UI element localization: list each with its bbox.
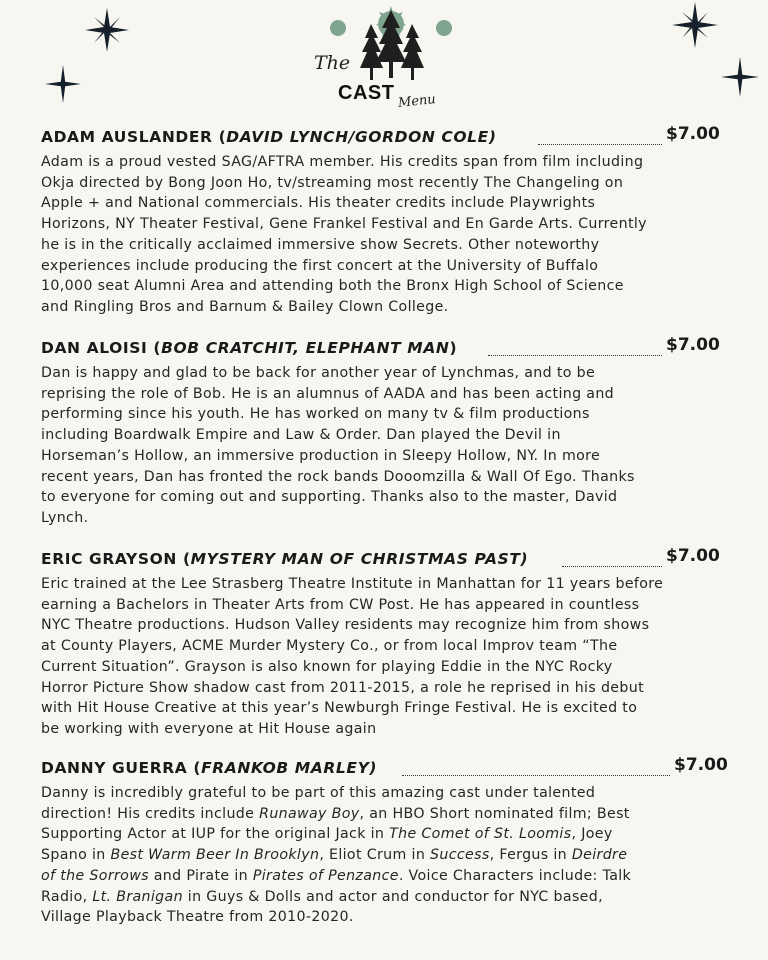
sparkle-star-icon [84, 7, 130, 53]
cast-bio: Dan is happy and glad to be back for another year of Lynchmas, and to be reprising the role of Bob. He is an alumnus of AADA and has been acting and performing since his youth. He has worked on many tv & film productions including Boardwalk Empire and Law & Order. Dan played the Devil in Horseman’s Hollow, an immersive production in Sleepy Hollow, NY. In more recent years, Dan has fronted the rock bands Dooomzilla & Wall Of Ego. Thanks to everyone for coming out and supporting. Thanks also to the master, David Lynch. [41, 365, 635, 526]
pine-trees-icon [300, 6, 460, 86]
logo-cast-word: CAST [338, 82, 395, 104]
cast-menu-logo [300, 6, 460, 124]
cast-entry [41, 546, 741, 740]
logo-the-script: The [314, 52, 351, 74]
character-role: FRANKOB MARLEY) [201, 759, 378, 777]
cast-entry [41, 335, 741, 529]
price-label: $7.00 [666, 124, 720, 144]
cast-member-name: DAN ALOISI (BOB CRATCHIT, ELEPHANT MAN) [41, 339, 458, 357]
cast-member-name: ERIC GRAYSON (MYSTERY MAN OF CHRISTMAS PAST) [41, 550, 529, 568]
sparkle-star-icon [44, 64, 82, 104]
cast-bio: Eric trained at the Lee Strasberg Theatre Institute in Manhattan for 11 years before earning a Bachelors in Theater Arts from CW Post. He has appeared in countless NYC Theatre productions. Hudson Valley residents may recognize him from shows at County Players, ACME Murder Mystery Co., or from local Improv team “The Current Situation”. Grayson is also known for playing Eddie in the NYC Rocky Horror Picture Show shadow cast from 2011-2015, a role he reprised in his debut with Hit House Creative at this year’s Newburgh Fringe Festival. He is excited to be working with everyone at Hit House again [41, 576, 664, 737]
dot-leader [562, 566, 662, 567]
cast-bio: Adam is a proud vested SAG/AFTRA member. His credits span from film including Okja directed by Bong Joon Ho, tv/streaming most recently The Changeling on Apple + and National commercials. His theater credits include Playwrights Horizons, NY Theater Festival, Gene Frankel Festival and En Garde Arts. Currently he is in the critically acclaimed immersive show Secrets. Other noteworthy experiences include producing the first concert at the University of Buffalo 10,000 seat Alumni Area and attending both the Bronx High School of Science and Ringling Bros and Barnum & Bailey Clown College. [41, 154, 647, 315]
sparkle-star-icon [720, 56, 760, 98]
entry-heading [41, 124, 741, 152]
character-role: BOB CRATCHIT, ELEPHANT MAN [161, 339, 450, 357]
entry-heading [41, 755, 741, 783]
sparkle-star-icon [671, 1, 719, 49]
dot-leader [402, 775, 670, 776]
price-label: $7.00 [666, 335, 720, 355]
dot-leader [538, 144, 662, 145]
dot-leader [488, 355, 662, 356]
character-role: MYSTERY MAN OF CHRISTMAS PAST) [190, 550, 529, 568]
cast-entry [41, 124, 741, 318]
logo-menu-script: Menu [397, 92, 437, 111]
price-label: $7.00 [666, 546, 720, 566]
cast-member-name: ADAM AUSLANDER (DAVID LYNCH/GORDON COLE) [41, 128, 497, 146]
entry-heading [41, 546, 741, 574]
entry-heading [41, 335, 741, 363]
character-role: DAVID LYNCH/GORDON COLE) [226, 128, 497, 146]
price-label: $7.00 [674, 755, 728, 775]
cast-member-name: DANNY GUERRA (FRANKOB MARLEY) [41, 759, 378, 777]
cast-entry [41, 755, 741, 928]
cast-bio: Danny is incredibly grateful to be part of this amazing cast under talented direction! His credits include Runaway Boy, an HBO Short nominated film; Best Supporting Actor at IUP for the original Jack in The Comet of St. Loomis, Joey Spano in Best Warm Beer In Brooklyn, Eliot Crum in Success, Fergus in Deirdre of the Sorrows and Pirate in Pirates of Penzance. Voice Characters include: Talk Radio, Lt. Branigan in Guys & Dolls and actor and conductor for NYC based, Village Playback Theatre from 2010-2020. [41, 785, 632, 926]
